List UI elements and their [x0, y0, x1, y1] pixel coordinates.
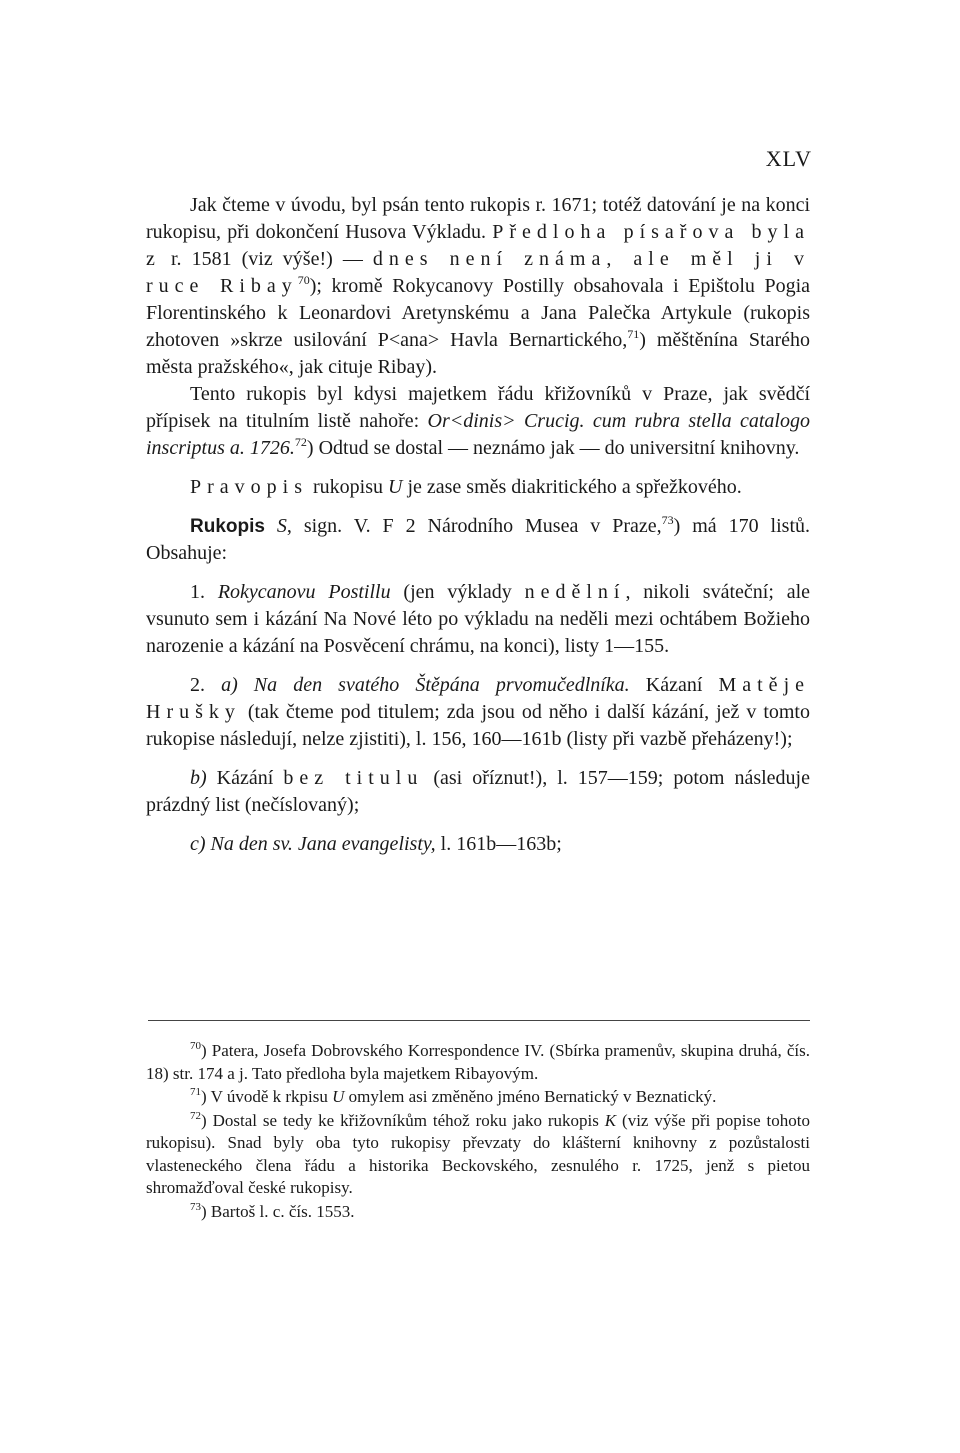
- paragraph-manuscript-s: [146, 513, 810, 567]
- footnote-ref: 73: [661, 513, 674, 527]
- italic-text: Or<dinis> Crucig. cum rubra stella catalogo inscriptus a. 1726.: [146, 410, 810, 459]
- footnote-ref: 72: [294, 435, 307, 449]
- list-item-1: [146, 579, 810, 660]
- footnote-mark: 71: [190, 1086, 201, 1098]
- text-span: Kázaní: [629, 674, 719, 696]
- text-span: 2.: [190, 674, 222, 696]
- footnote-ref: 71: [627, 327, 640, 341]
- footnote-text: ) Patera, Josefa Dobrovského Korrespondence IV. (Sbírka pramenův, skupina druhá, čís. 18) str. 174 a j. Tato předloha byla majetkem Ribayovým.: [146, 1041, 810, 1083]
- footnote-mark: 72: [190, 1109, 201, 1122]
- footnote-mark: 73: [190, 1200, 201, 1213]
- text-span: ) Odtud se dostal — neznámo jak — do universitní knihovny.: [306, 437, 800, 459]
- text-span: (asi oříznut!), l. 157—159; potom následuje prázdný list (nečíslovaný);: [146, 767, 810, 816]
- bold-text: Rukopis: [190, 516, 265, 537]
- text-span: Kázání: [206, 767, 284, 789]
- spaced-text: nedělní: [524, 581, 626, 603]
- italic-text: Rokycanovu Postillu: [217, 581, 391, 603]
- text-span: ) měštěnína Starého města pražského«, jak cituje Ribay).: [146, 329, 810, 378]
- footnote-ref: 70: [297, 273, 310, 287]
- paragraph-origin: [146, 192, 810, 381]
- spaced-text: Pravopis: [190, 476, 308, 498]
- main-text: [146, 192, 810, 858]
- text-span: ) má 170 listů. Obsahuje:: [146, 515, 810, 564]
- italic-text: b): [190, 767, 207, 789]
- spaced-text: Matěje Hrušky: [146, 674, 810, 723]
- footnote-divider: [148, 1020, 810, 1021]
- text-span: je zase směs diakritického a spřežkového.: [402, 476, 742, 498]
- text-span: , sign. V. F 2 Národního Musea v Praze,: [286, 515, 662, 537]
- footnote-text: omylem asi změněno jméno Bernatický v Beznatický.: [344, 1087, 717, 1106]
- italic-text: U: [388, 476, 403, 498]
- text-span: , nikoli sváteční; ale vsunuto sem i kázání Na Nové léto po výkladu na neděli mezi ochtábem Božieho narozenie a kázání na Posvěcení chrámu, na konci), listy 1—155.: [146, 581, 811, 657]
- text-span: ); kromě Rokycanovy Postilly obsahovala i Epištolu Pogia Florentinského k Leonardovi Aretynskému a Jana Palečka Artykule (rukopis zhotoven »skrze usilování P<ana> Havla Bernartického,: [146, 275, 811, 351]
- text-span: Tento rukopis byl kdysi majetkem řádu křižovníků v Praze, jak svědčí přípisek na titulním listě nahoře:: [146, 383, 810, 432]
- text-span: Jak čteme v úvodu, byl psán tento rukopis r. 1671; totéž datování je na konci rukopisu, při dokončení Husova Výkladu.: [146, 194, 810, 243]
- footnote-text: ) Dostal se tedy ke křižovníkům téhož roku jako rukopis: [201, 1110, 605, 1130]
- italic-text: c) Na den sv. Jana evangelisty,: [190, 833, 436, 855]
- footnote-text: ) V úvodě k rkpisu: [201, 1087, 333, 1106]
- text-span: (tak čteme pod titulem; zda jsou od něho i další kázání, jež v tomto rukopise následují, nelze zjistiti), l. 156, 160—161b (listy při vazbě přeházeny!);: [146, 701, 810, 750]
- paragraph-orthography: [146, 474, 810, 501]
- list-item-2a: [146, 672, 810, 753]
- italic-text: a) Na den svatého Štěpána prvomučedlníka.: [221, 674, 630, 696]
- list-item-2c: [146, 831, 810, 858]
- page-number: XLV: [765, 146, 812, 171]
- text-span: r. 1581 (viz výše!) —: [160, 248, 373, 270]
- spaced-text: Předloha písařova byla z: [146, 221, 810, 270]
- text-span: rukopisu: [308, 476, 388, 498]
- text-span: l. 161b—163b;: [435, 833, 562, 855]
- spaced-text: bez titulu: [283, 767, 424, 789]
- paragraph-ownership: [146, 381, 810, 462]
- footnote-73: [146, 1201, 810, 1224]
- footnote-71: [146, 1086, 810, 1109]
- italic-text: S: [264, 515, 287, 537]
- footnote-70: [146, 1040, 810, 1085]
- footnote-text: ) Bartoš l. c. čís. 1553.: [201, 1201, 355, 1221]
- footnote-72: [146, 1110, 810, 1200]
- spaced-text: dnes není známa, ale měl ji v ruce Ribay: [146, 248, 810, 297]
- text-span: (jen výklady: [390, 581, 525, 603]
- footnote-text: (viz výše při popise tohoto rukopisu). Snad byly oba tyto rukopisy převzaty do klášterní knihovny z pozůstalosti vlasteneckého člena řádu a historika Beckovského, zesnulého r. 1725, jenž s pietou shromažďoval české rukopisy.: [146, 1110, 810, 1197]
- list-item-2b: [146, 765, 810, 819]
- italic-text: K: [604, 1110, 617, 1130]
- italic-text: U: [332, 1087, 345, 1106]
- text-span: 1.: [190, 581, 218, 603]
- footnotes: [146, 1040, 810, 1224]
- footnote-mark: 70: [190, 1040, 201, 1052]
